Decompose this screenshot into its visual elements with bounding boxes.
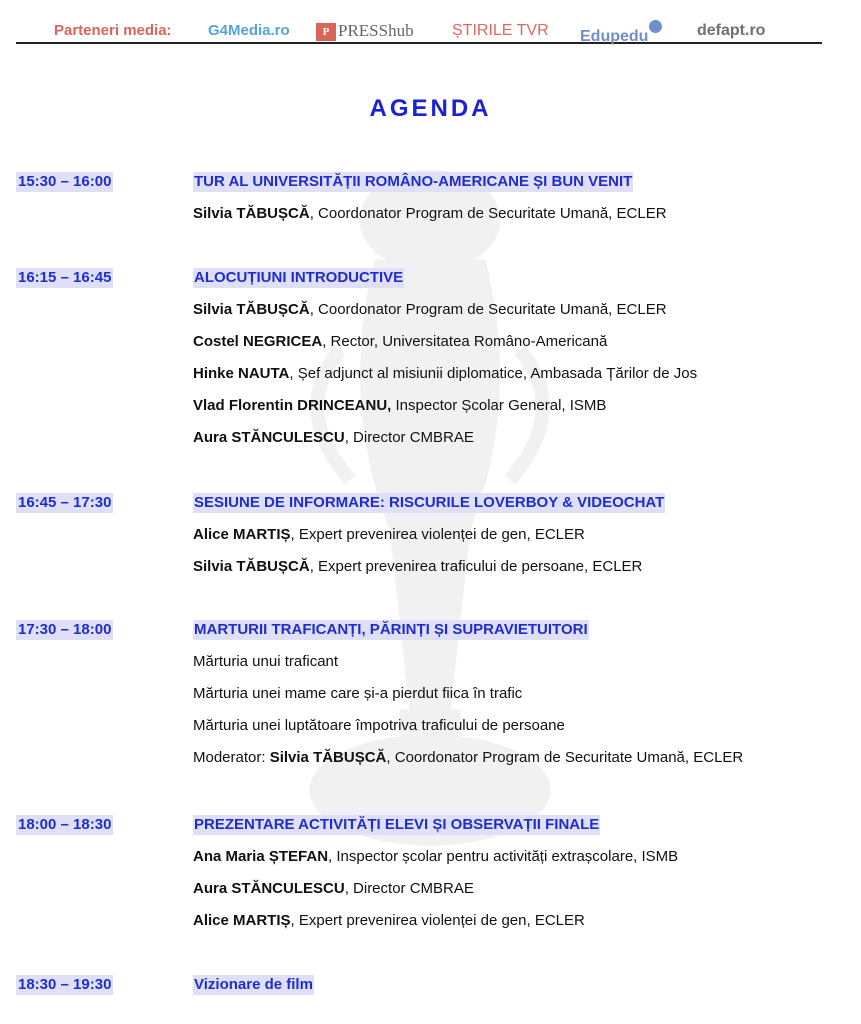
speaker-name: Alice MARTIȘ bbox=[193, 526, 291, 543]
speaker-role: , Coordonator Program de Securitate Umană, ECLER bbox=[309, 301, 667, 318]
speaker-line bbox=[193, 684, 522, 704]
speaker-name: Silvia TĂBUȘCĂ bbox=[269, 749, 387, 766]
presshub-logo bbox=[316, 20, 414, 42]
speaker-name: Costel NEGRICEA bbox=[193, 333, 323, 350]
speaker-role: , Șef adjunct al misiunii diplomatice, Ambasada Țărilor de Jos bbox=[289, 365, 698, 382]
speaker-line bbox=[193, 525, 585, 545]
speaker-role: , Director CMBRAE bbox=[344, 429, 474, 446]
session-time: 15:30 – 16:00 bbox=[18, 173, 112, 190]
session-title: SESIUNE DE INFORMARE: RISCURILE LOVERBOY & VIDEOCHAT bbox=[194, 494, 665, 511]
speaker-name: Silvia TĂBUȘCĂ bbox=[193, 301, 310, 318]
speaker-line bbox=[193, 879, 474, 899]
speaker-line bbox=[193, 396, 606, 416]
speaker-role: , Inspector școlar pentru activități extrașcolare, ISMB bbox=[328, 848, 679, 865]
speaker-line bbox=[193, 716, 565, 736]
speaker-name: Vlad Florentin DRINCEANU, bbox=[193, 397, 392, 414]
speaker-role: , Coordonator Program de Securitate Umană, ECLER bbox=[386, 749, 744, 766]
edupedu-badge-icon bbox=[649, 20, 662, 33]
session-title: Vizionare de film bbox=[194, 976, 313, 993]
stiri-tvr-logo: ȘTIRILE TVR bbox=[452, 22, 549, 39]
agenda-title: AGENDA bbox=[369, 95, 492, 122]
session-time: 16:15 – 16:45 bbox=[18, 269, 112, 286]
edupedu-logo-text: Edupedu bbox=[580, 28, 649, 45]
speaker-line bbox=[193, 332, 607, 352]
line-prefix: Mărturia unui traficant bbox=[193, 653, 339, 670]
speaker-role: Inspector Școlar General, ISMB bbox=[391, 397, 607, 414]
speaker-line bbox=[193, 748, 743, 768]
session-time: 18:00 – 18:30 bbox=[18, 816, 112, 833]
speaker-line bbox=[193, 204, 667, 224]
line-prefix: Mărturia unei mame care și-a pierdut fiica în trafic bbox=[193, 685, 523, 702]
edupedu-logo bbox=[580, 20, 662, 48]
g4media-logo: G4Media.ro bbox=[208, 22, 290, 39]
speaker-name: Hinke NAUTA bbox=[193, 365, 290, 382]
speaker-name: Aura STĂNCULESCU bbox=[193, 429, 345, 446]
session-time: 18:30 – 19:30 bbox=[18, 976, 112, 993]
speaker-role: , Expert prevenirea violenței de gen, ECLER bbox=[290, 912, 585, 929]
speaker-role: , Coordonator Program de Securitate Umană, ECLER bbox=[309, 205, 667, 222]
speaker-name: Alice MARTIȘ bbox=[193, 912, 291, 929]
presshub-logo-text: PRESShub bbox=[338, 21, 414, 40]
speaker-role: , Expert prevenirea traficului de persoane, ECLER bbox=[309, 558, 643, 575]
trophy-watermark-icon bbox=[280, 150, 580, 890]
session-time: 17:30 – 18:00 bbox=[18, 621, 112, 638]
speaker-name: Ana Maria ȘTEFAN bbox=[193, 848, 329, 865]
line-prefix: Moderator: bbox=[193, 749, 270, 766]
session-title: PREZENTARE ACTIVITĂȚI ELEVI ȘI OBSERVAȚII FINALE bbox=[194, 816, 600, 833]
session-time: 16:45 – 17:30 bbox=[18, 494, 112, 511]
speaker-line bbox=[193, 300, 667, 320]
session-title: TUR AL UNIVERSITĂȚII ROMÂNO-AMERICANE ȘI BUN VENIT bbox=[194, 173, 633, 190]
defapt-logo: defapt.ro bbox=[697, 22, 766, 39]
speaker-line bbox=[193, 652, 338, 672]
speaker-name: Silvia TĂBUȘCĂ bbox=[193, 205, 310, 222]
speaker-role: , Expert prevenirea violenței de gen, ECLER bbox=[290, 526, 585, 543]
speaker-line bbox=[193, 557, 642, 577]
speaker-line bbox=[193, 911, 585, 931]
session-title: MARTURII TRAFICANȚI, PĂRINȚI ȘI SUPRAVIETUITORI bbox=[194, 621, 588, 638]
session-title: ALOCUȚIUNI INTRODUCTIVE bbox=[194, 269, 404, 286]
speaker-role: , Director CMBRAE bbox=[344, 880, 474, 897]
speaker-role: , Rector, Universitatea Româno-Americană bbox=[322, 333, 608, 350]
speaker-name: Aura STĂNCULESCU bbox=[193, 880, 345, 897]
speaker-line bbox=[193, 847, 678, 867]
media-partners-bar bbox=[16, 0, 822, 44]
presshub-badge: P bbox=[316, 23, 336, 41]
speaker-line bbox=[193, 428, 474, 448]
speaker-line bbox=[193, 364, 697, 384]
line-prefix: Mărturia unei luptătoare împotriva traficului de persoane bbox=[193, 717, 565, 734]
speaker-name: Silvia TĂBUȘCĂ bbox=[193, 558, 310, 575]
partners-label: Parteneri media: bbox=[54, 22, 172, 39]
